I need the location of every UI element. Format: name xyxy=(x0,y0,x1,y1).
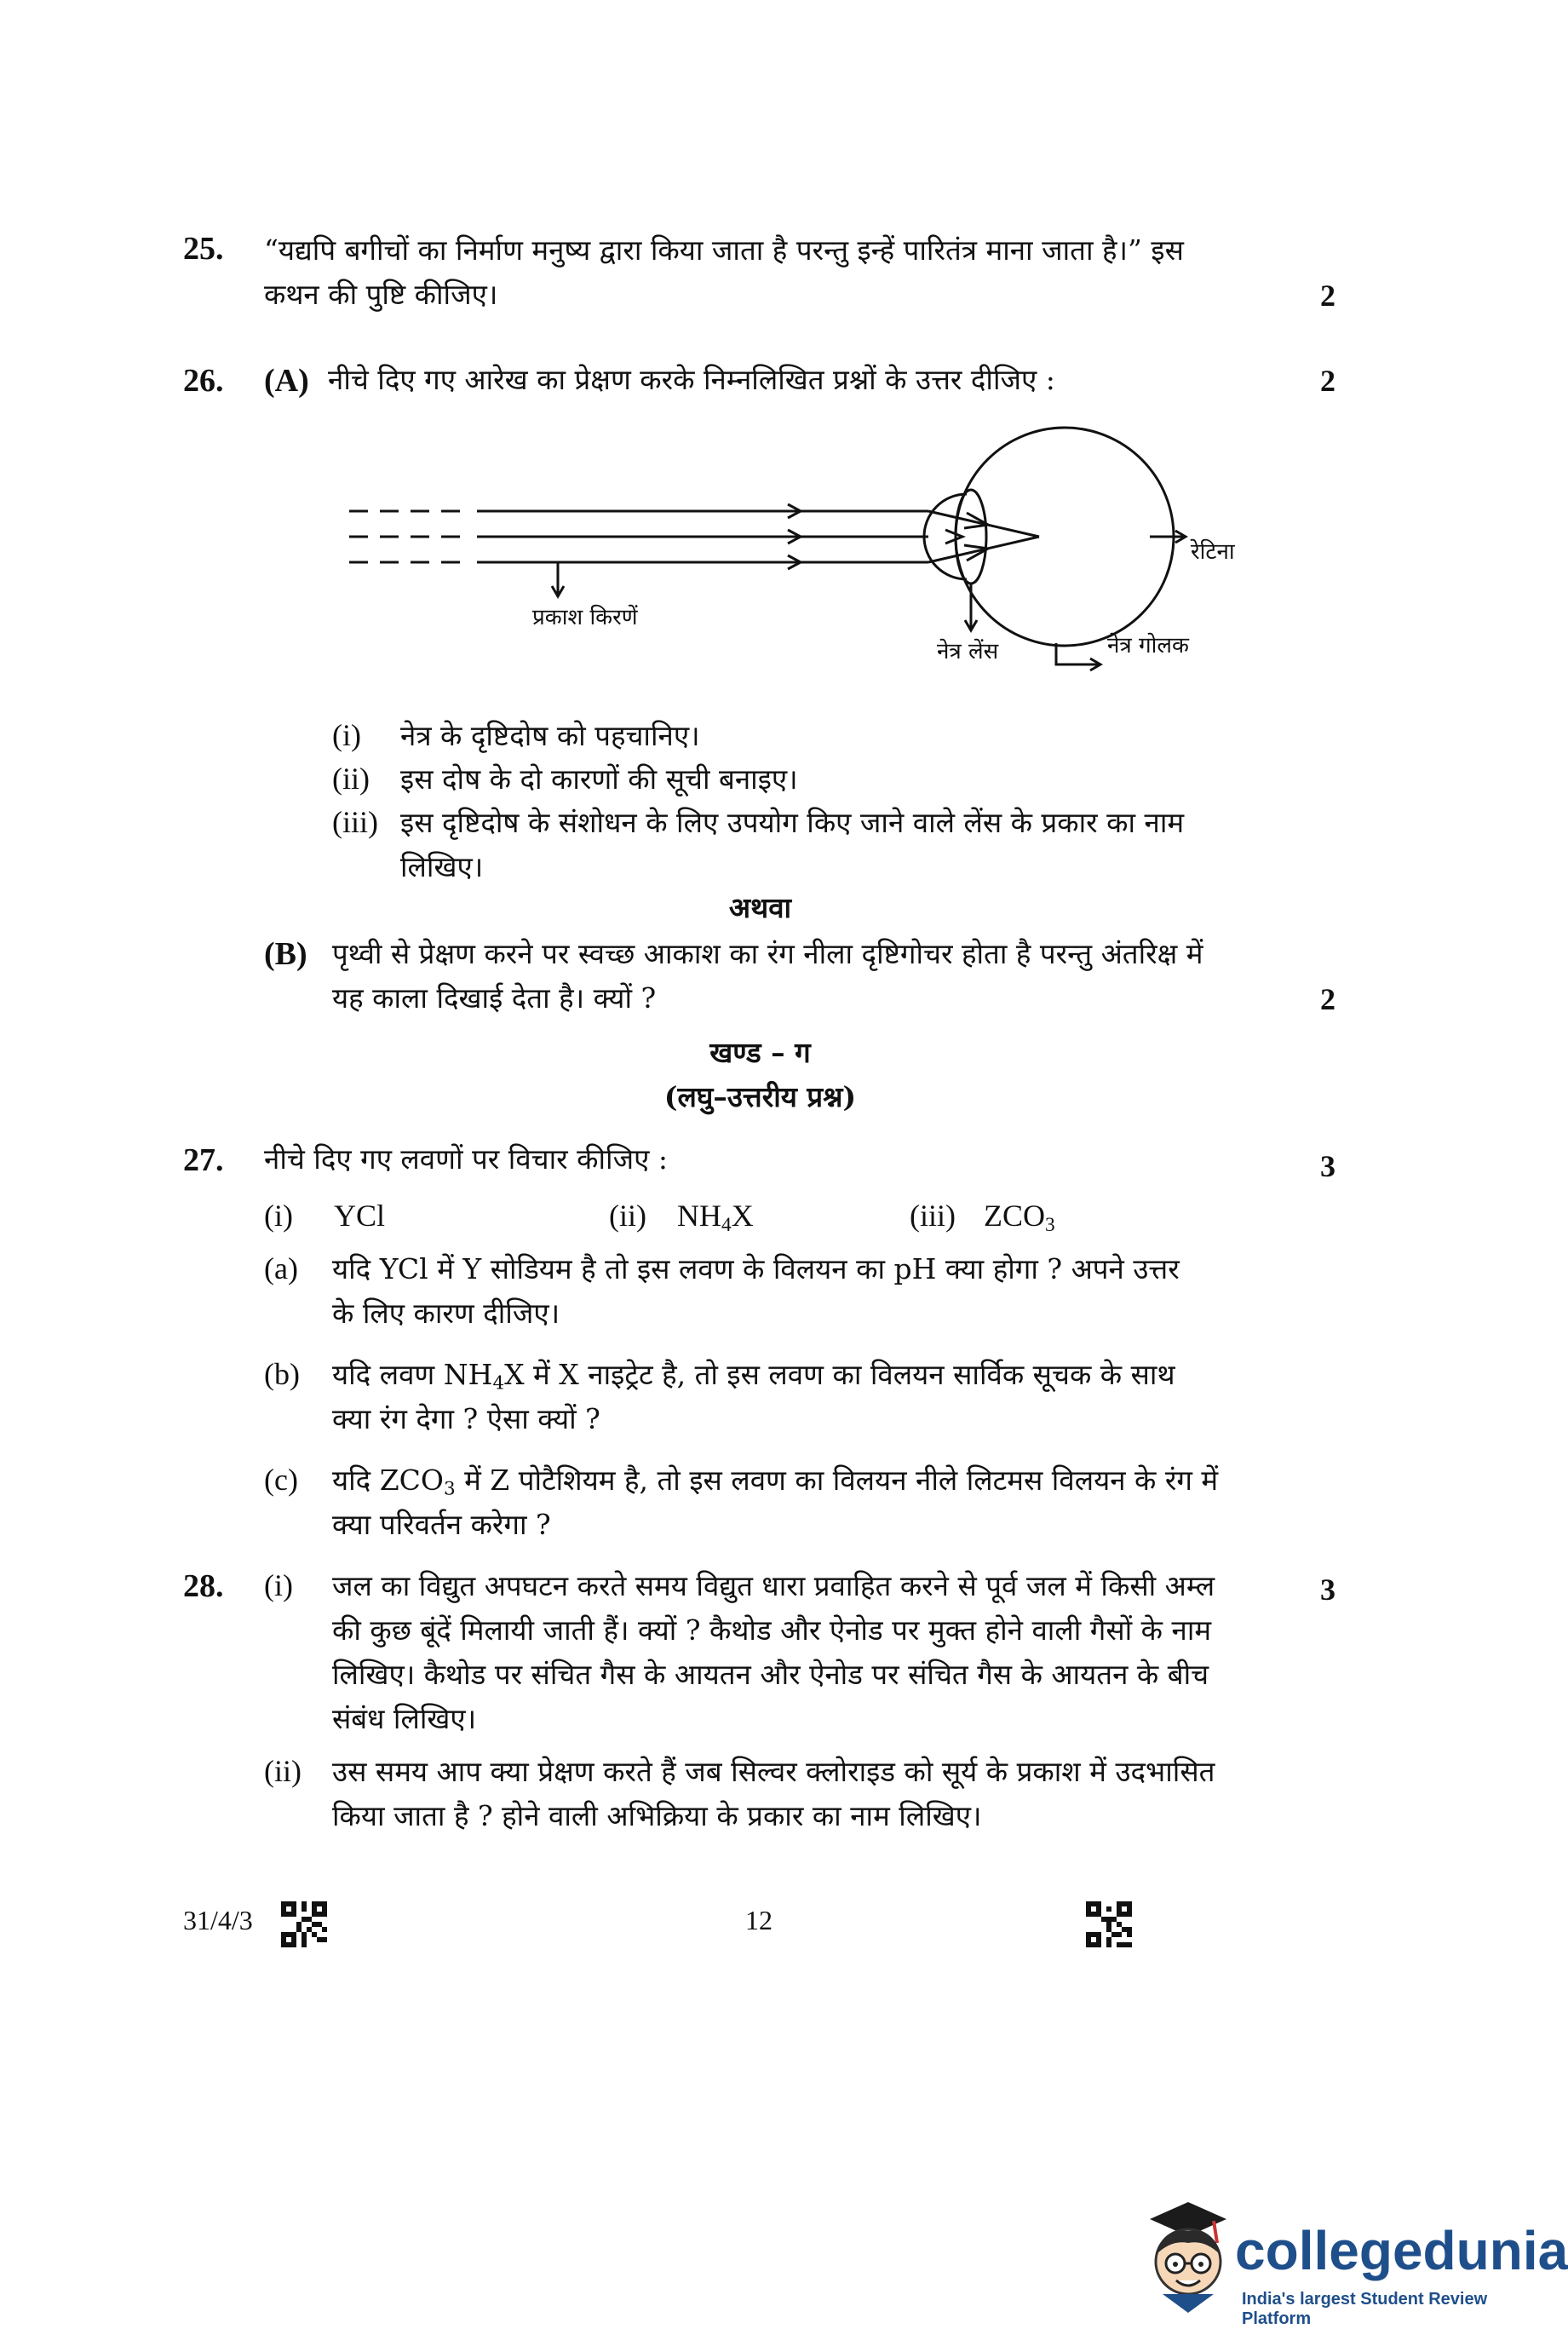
paper-code: 31/4/3 xyxy=(183,1905,253,1935)
q26-partA-label: (A) xyxy=(264,363,309,399)
q26-sub-ii-label: (ii) xyxy=(332,762,370,796)
q26-partB-line2: यह काला दिखाई देता है। क्यों ? xyxy=(332,981,657,1015)
label-light-rays: प्रकाश किरणें xyxy=(532,605,638,630)
salt-i-label: (i) xyxy=(264,1199,293,1233)
q28-ii-label: (ii) xyxy=(264,1754,302,1788)
q26-sub-iii-text: इस दृष्टिदोष के संशोधन के लिए उपयोग किए जाने वाले लेंस के प्रकार का नाम xyxy=(400,806,1185,839)
label-eye-lens: नेत्र लेंस xyxy=(937,639,999,664)
brand-tagline: India's largest Student Review Platform xyxy=(1242,2290,1488,2328)
section-title: खण्ड – ग xyxy=(709,1036,811,1069)
q27-b-label: (b) xyxy=(264,1357,300,1391)
q26-partB-line1: पृथ्वी से प्रेक्षण करने पर स्वच्छ आकाश का रंग नीला दृष्टिगोचर होता है परन्तु अंतरिक्ष में xyxy=(332,937,1203,970)
eyeball-shape xyxy=(956,428,1174,646)
q25-text-line1: “यद्यपि बगीचों का निर्माण मनुष्य द्वारा किया जाता है परन्तु इन्हें पारितंत्र माना जाता है।” इस xyxy=(264,233,1184,267)
label-eyeball: नेत्र गोलक xyxy=(1107,633,1190,658)
q28-i-line2: की कुछ बूंदें मिलायी जाती हैं। क्यों ? कैथोड और ऐनोड पर मुक्त होने वाली गैसों के नाम xyxy=(332,1613,1212,1647)
q26-number: 26. xyxy=(183,363,224,399)
salt-iii-formula: $ZCO_3$ xyxy=(984,1199,1055,1236)
q28-marks: 3 xyxy=(1320,1573,1335,1607)
q26-partB-marks: 2 xyxy=(1320,982,1335,1016)
q26-sub-iii-label: (iii) xyxy=(332,805,378,839)
q27-a-line1: यदि YCl में Y सोडियम है तो इस लवण के विलयन का pH क्या होगा ? अपने उत्तर xyxy=(332,1252,1180,1285)
q25-number: 25. xyxy=(183,231,224,267)
q28-i-line1: जल का विद्युत अपघटन करते समय विद्युत धारा प्रवाहित करने से पूर्व जल में किसी अम्ल xyxy=(332,1569,1215,1602)
q27-c-line1: यदि $ZCO_3$ में Z पोटैशियम है, तो इस लवण का विलयन नीले लिटमस विलयन के रंग में xyxy=(332,1464,1219,1500)
salt-ii-label: (ii) xyxy=(609,1199,646,1233)
q28-ii-line1: उस समय आप क्या प्रेक्षण करते हैं जब सिल्वर क्लोराइड को सूर्य के प्रकाश में उदभासित xyxy=(332,1755,1215,1788)
q27-b-line1: यदि लवण $NH_4X$ में X नाइट्रेट है, तो इस लवण का विलयन सार्विक सूचक के साथ xyxy=(332,1358,1175,1395)
q28-ii-line2: किया जाता है ? होने वाली अभिक्रिया के प्रकार का नाम लिखिए। xyxy=(332,1799,982,1832)
dashed-rays xyxy=(349,511,468,562)
qr-code-icon xyxy=(1086,1901,1132,1947)
q27-number: 27. xyxy=(183,1142,224,1178)
section-subtitle: (लघु–उत्तरीय प्रश्न) xyxy=(663,1080,857,1113)
q26-partA-marks: 2 xyxy=(1320,364,1335,398)
q26-partB-label: (B) xyxy=(264,936,307,972)
qr-code-icon xyxy=(281,1901,327,1947)
brand-name: collegedunia xyxy=(1235,2220,1568,2281)
q25-text-line2: कथन की पुष्टि कीजिए। xyxy=(264,278,498,311)
q27-a-line2: के लिए कारण दीजिए। xyxy=(332,1297,560,1330)
salt-ii-formula: $NH_4X$ xyxy=(677,1199,754,1236)
q26-sub-ii-text: इस दोष के दो कारणों की सूची बनाइए। xyxy=(400,762,798,796)
q27-a-label: (a) xyxy=(264,1251,298,1285)
q28-i-line3: लिखिए। कैथोड पर संचित गैस के आयतन और ऐनोड पर संचित गैस के आयतन के बीच xyxy=(332,1658,1209,1691)
q28-i-line4: संबंध लिखिए। xyxy=(332,1702,477,1735)
q26-sub-i-label: (i) xyxy=(332,718,361,752)
page-number: 12 xyxy=(745,1905,773,1935)
or-separator: अथवा xyxy=(728,891,792,924)
q27-b-line2: क्या रंग देगा ? ऐसा क्यों ? xyxy=(332,1402,600,1435)
q26-partA-text: नीचे दिए गए आरेख का प्रेक्षण करके निम्नलिखित प्रश्नों के उत्तर दीजिए : xyxy=(328,363,1055,396)
q27-c-line2: क्या परिवर्तन करेगा ? xyxy=(332,1508,551,1541)
mascot-logo-icon xyxy=(1129,2202,1231,2313)
q28-number: 28. xyxy=(183,1568,224,1604)
q25-marks: 2 xyxy=(1320,279,1335,313)
salt-iii-label: (iii) xyxy=(910,1199,956,1233)
label-retina: रेटिना xyxy=(1191,539,1235,565)
q26-sub-i-text: नेत्र के दृष्टिदोष को पहचानिए। xyxy=(400,719,700,752)
q27-marks: 3 xyxy=(1320,1149,1335,1183)
q27-intro: नीचे दिए गए लवणों पर विचार कीजिए : xyxy=(264,1142,668,1176)
q28-i-label: (i) xyxy=(264,1568,293,1602)
q26-sub-iii-text2: लिखिए। xyxy=(400,850,484,883)
salt-i-formula: YCl xyxy=(334,1199,386,1233)
q27-c-label: (c) xyxy=(264,1463,298,1497)
